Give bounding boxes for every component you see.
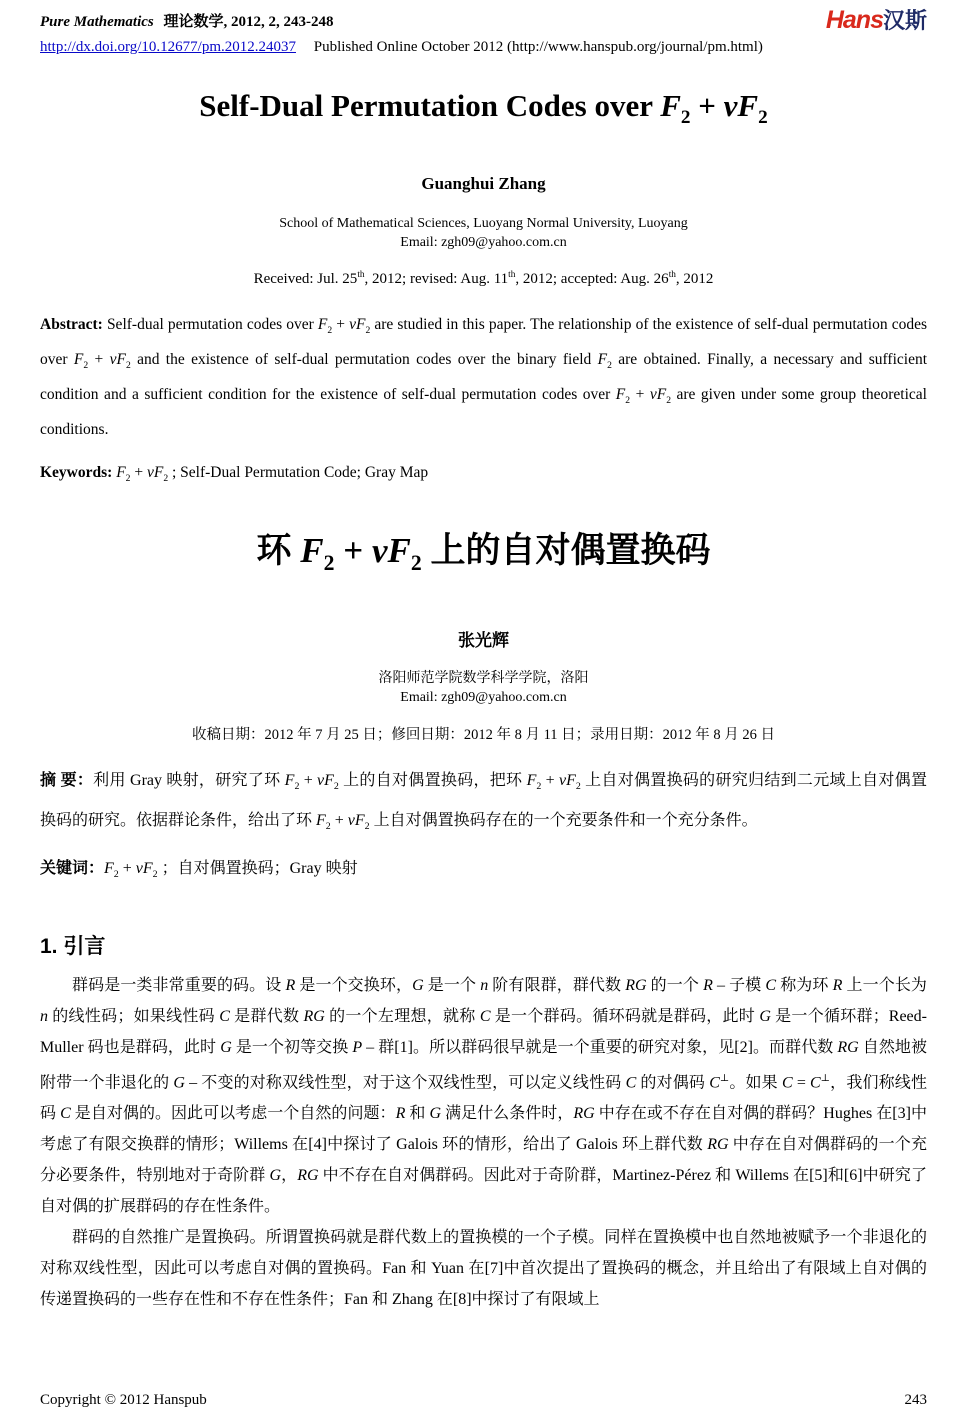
journal-title-cn-issue: 理论数学, 2012, 2, 243-248 xyxy=(163,14,334,30)
hanspub-logo xyxy=(826,8,927,36)
abstract-cn: 摘 要：利用 Gray 映射，研究了环 $F_2 + vF_2$ 上的自对偶置换码，把环 $F_2 + vF_2$ 上自对偶置换码的研究归结到二元域上自对偶置换码的研究。依据群论条件，给出了环 $F_2 + vF_2$ 上自对偶置换码存在的一个充要条件和一个充分条件。 xyxy=(40,771,927,832)
paper-title-en: Self-Dual Permutation Codes over $F_2 + vF_2$ xyxy=(199,88,768,129)
intro-paragraph-1: 群码是一类非常重要的码。设 R 是一个交换环，G 是一个 n 阶有限群，群代数 RG 的一个 R – 子模 C 称为环 R 上一个长为 n 的线性码；如果线性码 C 是群代数 RG 的一个左理想，就称 C 是一个群码。循环码就是群码，此时 G 是一个循环群；Reed-Muller 码也是群码，此时 G 是一个初等交换 P – 群[1]。所以群码很早就是一个重要的研究对象，见[2]。而群代数 RG 自然地被附带一个非退化的 G – 不变的对称双线性型，对于这个双线性型，可以定义线性码 C 的对偶码 C⊥。如果 C = C⊥，我们称线性码 C 是自对偶的。因此可以考虑一个自然的问题：R 和 G 满足什么条件时，RG 中存在或不存在自对偶的群码？Hughes 在[3]中考虑了有限交换群的情形；Willems 在[4]中探讨了 Galois 环的情形，给出了 Galois 环上群代数 RG 中存在自对偶群码的一个充分必要条件，特别地对于奇阶群 G，RG 中不存在自对偶群码。因此对于奇阶群，Martinez-Pérez 和 Willems 在[5]和[6]中研究了自对偶的扩展群码的存在性条件。 xyxy=(40,977,927,1216)
doi-link[interactable]: http://dx.doi.org/10.12677/pm.2012.24037 xyxy=(40,39,296,55)
page-footer xyxy=(40,1392,927,1409)
keywords-cn: 关键词：$F_2 + vF_2$ ；自对偶置换码；Gray 映射 xyxy=(40,859,358,881)
keywords-en: Keywords: $F_2 + vF_2$ ; Self-Dual Permutation Code; Gray Map xyxy=(40,464,429,485)
doi-line xyxy=(40,39,927,56)
affiliation-block-en xyxy=(40,214,927,252)
affiliation-cn: 洛阳师范学院数学科学学院，洛阳 xyxy=(378,670,589,686)
hanspub-logo-cn-text: 汉斯 xyxy=(882,8,927,33)
email-en: Email: zgh09@yahoo.com.cn xyxy=(400,235,567,251)
hanspub-logo-hans-text: Hans xyxy=(825,6,883,34)
intro-paragraph-2: 群码的自然推广是置换码。所谓置换码就是群代数上的置换模的一个子模。同样在置换模中也自然地被赋予一个非退化的对称双线性型，因此可以考虑自对偶的置换码。Fan 和 Yuan 在[7]中首次提出了置换码的概念，并且给出了有限域上自对偶的传递置换码的一些存在性和不存在性条件；Fan 和 Zhang 在[8]中探讨了有限域上 xyxy=(40,1229,927,1309)
journal-info xyxy=(40,8,334,31)
author-en: Guanghui Zhang xyxy=(421,174,546,194)
affiliation-en: School of Mathematical Sciences, Luoyang Normal University, Luoyang xyxy=(279,216,688,232)
section-1-heading: 1. 引言 xyxy=(40,935,106,959)
received-dates-cn: 收稿日期：2012 年 7 月 25 日；修回日期：2012 年 8 月 11 日；录用日期：2012 年 8 月 26 日 xyxy=(191,726,776,743)
footer-copyright: Copyright © 2012 Hanspub xyxy=(40,1392,207,1408)
footer-page-number: 243 xyxy=(904,1392,927,1408)
paper-title-cn: 环 $F_2 + vF_2$ 上的自对偶置换码 xyxy=(256,530,711,575)
affiliation-block-cn xyxy=(40,669,927,707)
journal-header xyxy=(40,8,927,36)
published-online-text: Published Online October 2012 (http://www.hanspub.org/journal/pm.html) xyxy=(313,39,763,55)
journal-title-en: Pure Mathematics xyxy=(40,14,154,30)
email-cn: Email: zgh09@yahoo.com.cn xyxy=(400,689,567,705)
abstract-en: Abstract: Self-dual permutation codes over $F_2 + vF_2$ are studied in this paper. The relationship of the existence of self-dual permutation codes over $F_2 + vF_2$ and the existence of self-dual permutation codes over the binary field $F_2$ are obtained. Finally, a necessary and sufficient condition and a sufficient condition for the existence of self-dual permutation codes over $F_2 + vF_2$ are given under some group theoretical conditions. xyxy=(40,316,928,439)
author-cn: 张光辉 xyxy=(458,630,509,650)
received-dates-en: Received: Jul. 25th, 2012; revised: Aug. 11th, 2012; accepted: Aug. 26th, 2012 xyxy=(253,270,714,288)
